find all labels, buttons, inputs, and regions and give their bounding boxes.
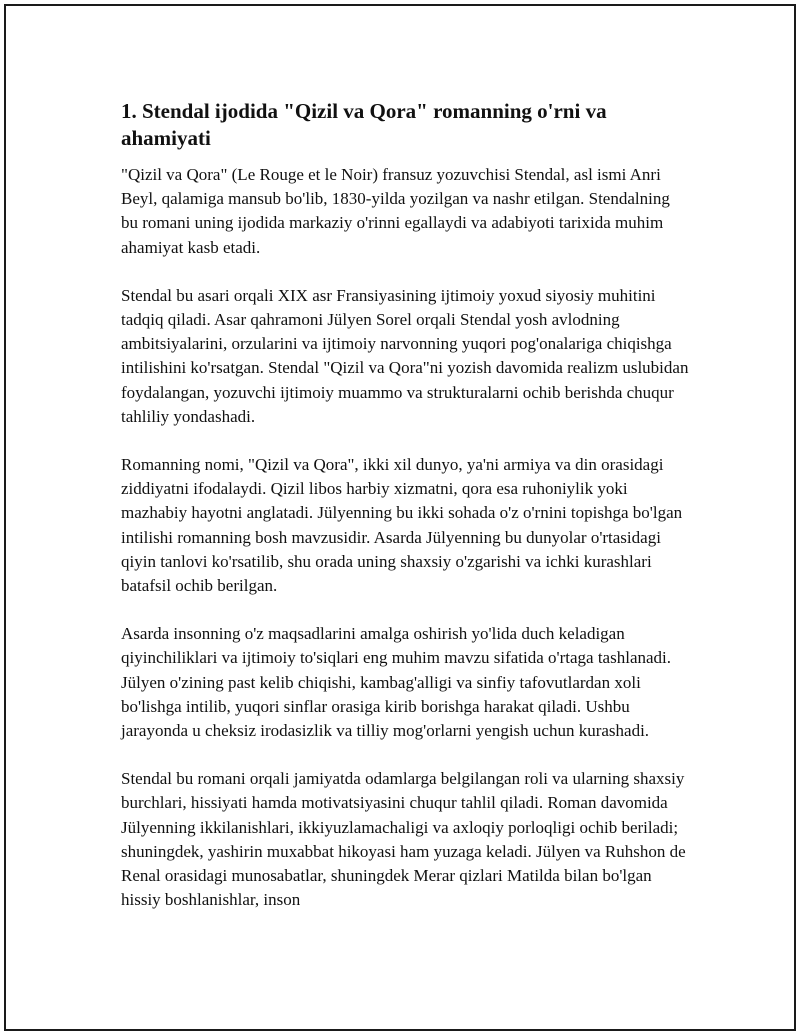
document-page — [4, 4, 796, 1031]
paragraph-3: Romanning nomi, "Qizil va Qora", ikki xil dunyo, ya'ni armiya va din orasidagi ziddiyatni ifodalaydi. Qizil libos harbiy xizmatni, qora esa ruhoniylik yoki mazhabiy hayotni anglatadi. Jülyenning bu ikki sohada o'z o'rnini topishga bo'lgan intilishi romanning bosh mavzusidir. Asarda Jülyenning bu dunyolar o'rtasidagi qiyin tanlovi ko'rsatilib, shu orada uning shaxsiy o'zgarishi va ichki kurashlari batafsil ochib berilgan. — [121, 455, 683, 596]
paragraph-1: "Qizil va Qora" (Le Rouge et le Noir) fransuz yozuvchisi Stendal, asl ismi Anri Beyl, qalamiga mansub bo'lib, 1830-yilda yozilgan va nashr etilgan. Stendalning bu romani uning ijodida markaziy o'rinni egallaydi va adabiyoti tarixida muhim ahamiyat kasb etadi. — [121, 165, 670, 257]
paragraph-5: Stendal bu romani orqali jamiyatda odamlarga belgilangan roli va ularning shaxsiy burchlari, hissiyati hamda motivatsiyasini chuqur tahlil qiladi. Roman davomida Jülyenning ikkilanishlari, ikkiyuzlamachaligi va axloqiy porloqligi ochib beriladi; shuningdek, yashirin muxabbat hikoyasi ham yuzaga keladi. Jülyen va Ruhshon de Renal orasidagi munosabatlar, shuningdek Merar qizlari Matilda bilan bo'lgan hissiy boshlanishlar, inson — [121, 769, 686, 910]
paragraph-4: Asarda insonning o'z maqsadlarini amalga oshirish yo'lida duch keladigan qiyinchiliklari va ijtimoiy to'siqlari eng muhim mavzu sifatida o'rtaga tashlanadi. Jülyen o'zining past kelib chiqishi, kambag'alligi va sinfiy tafovutlardan xoli bo'lishga intilib, yuqori sinflar orasiga kirib borishga harakat qiladi. Ushbu jarayonda u cheksiz irodasizlik va tilliy mog'orlarni yengish uchun kurashadi. — [121, 624, 672, 741]
document-body — [121, 98, 689, 936]
paragraph-2: Stendal bu asari orqali XIX asr Fransiyasining ijtimoiy yoxud siyosiy muhitini tadqiq qiladi. Asar qahramoni Jülyen Sorel orqali Stendal yosh avlodning ambitsiyalarini, orzularini va ijtimoiy narvonning yuqori pog'onalariga chiqishga intilishini ko'rsatgan. Stendal "Qizil va Qora"ni yozish davomida realizm uslubidan foydalangan, yozuvchi ijtimoiy muammo va strukturalarni ochib berishda chuqur tahliliy yondashadi. — [121, 285, 689, 426]
section-heading: 1. Stendal ijodida "Qizil va Qora" romanning o'rni va ahamiyati — [121, 99, 607, 150]
